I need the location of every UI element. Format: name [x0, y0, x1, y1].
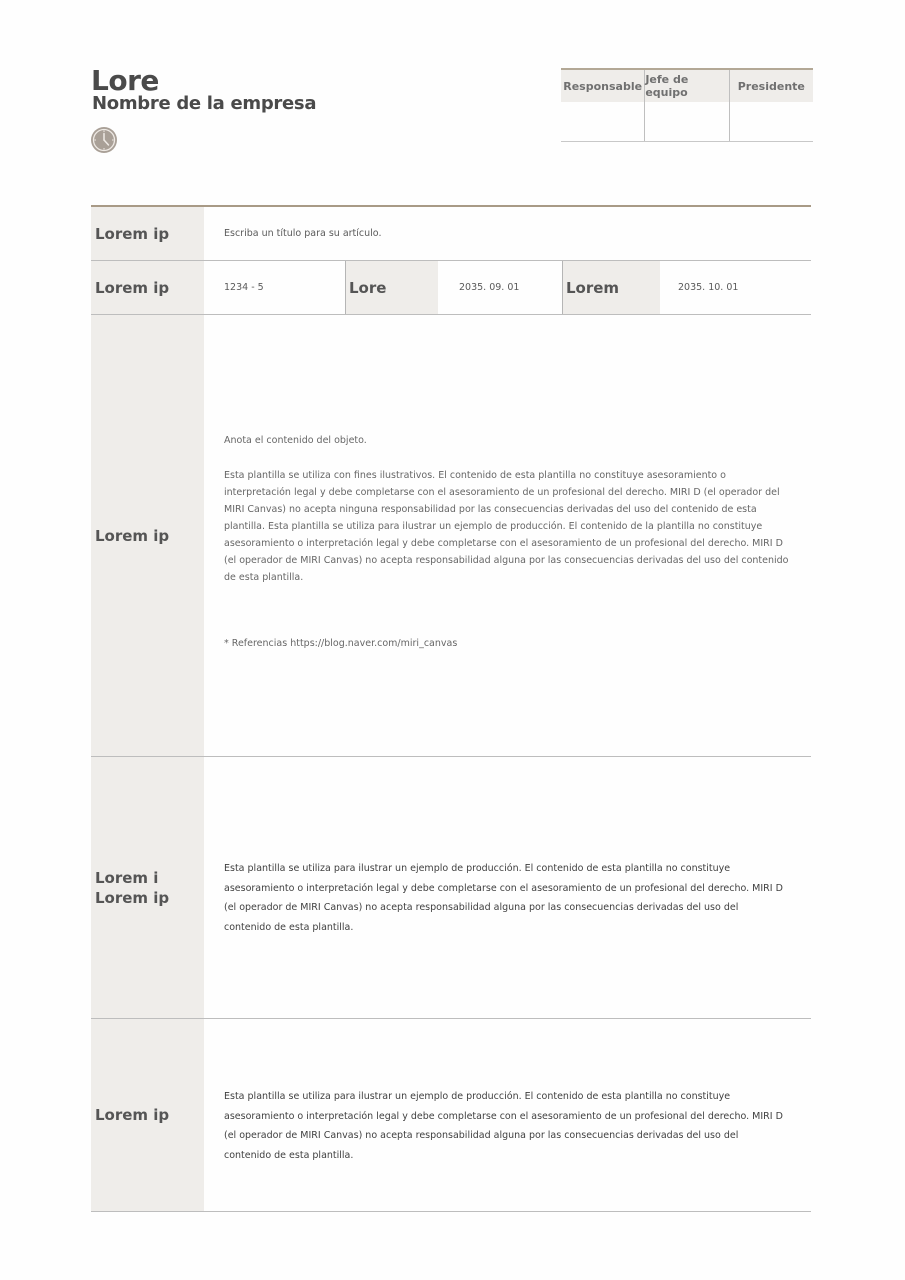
content-note: Anota el contenido del objeto. [224, 435, 367, 446]
approval-column-presidente [729, 70, 813, 141]
signature-field[interactable] [561, 102, 644, 141]
signature-field[interactable] [645, 102, 728, 141]
form-row-meta [91, 261, 811, 315]
approval-header: Jefe de equipo [645, 70, 728, 102]
reference-link[interactable]: * Referencias https://blog.naver.com/miri_canvas [224, 638, 458, 649]
form-row-title [91, 207, 811, 261]
form-row-section-5 [91, 1019, 811, 1212]
approval-column-responsable [561, 70, 644, 141]
start-date-field[interactable]: 2035. 09. 01 [438, 261, 563, 314]
row-label [91, 757, 204, 1018]
sub-label: Lore [346, 261, 438, 314]
section-paragraph: Esta plantilla se utiliza para ilustrar un ejemplo de producción. El contenido de esta plantilla no constituye asesoramiento o interpretación legal y debe completarse con el asesoramiento de un profesional del derecho. MIRI D (el operador de MIRI Canvas) no acepta responsabilidad alguna por las consecuencias derivadas del uso del contenido de esta plantilla. [224, 1091, 783, 1161]
number-field[interactable]: 1234 - 5 [204, 261, 346, 314]
row-label: Lorem ip [91, 261, 204, 314]
row-label: Lorem ip [91, 1019, 204, 1211]
sub-label: Lorem [563, 261, 660, 314]
content-field[interactable] [204, 315, 811, 756]
form-table [91, 205, 811, 1212]
end-date-field[interactable]: 2035. 10. 01 [678, 282, 739, 293]
form-row-section-4 [91, 757, 811, 1019]
section-5-field[interactable] [204, 1019, 811, 1211]
row-label-line: Lorem ip [95, 888, 170, 907]
row-label-line: Lorem i [95, 868, 159, 887]
signature-field[interactable] [730, 102, 813, 141]
form-row-content [91, 315, 811, 757]
clock-icon [90, 126, 118, 154]
company-name: Nombre de la empresa [92, 93, 317, 114]
approval-header: Presidente [730, 70, 813, 102]
row-label: Lorem ip [91, 207, 204, 260]
approval-header: Responsable [561, 70, 644, 102]
approval-table [561, 68, 813, 142]
approval-column-jefe [644, 70, 728, 141]
row-label: Lorem ip [91, 315, 204, 756]
section-paragraph: Esta plantilla se utiliza para ilustrar un ejemplo de producción. El contenido de esta plantilla no constituye asesoramiento o interpretación legal y debe completarse con el asesoramiento de un profesional del derecho. MIRI D (el operador de MIRI Canvas) no acepta responsabilidad alguna por las consecuencias derivadas del uso del contenido de esta plantilla. [224, 863, 783, 933]
title-field[interactable]: Escriba un título para su artículo. [224, 228, 382, 239]
section-4-field[interactable] [204, 757, 811, 1018]
content-paragraph: Esta plantilla se utiliza con fines ilustrativos. El contenido de esta plantilla no constituye asesoramiento o interpretación legal y debe completarse con el asesoramiento de un profesional del derecho. MIRI D (el operador del MIRI Canvas) no acepta ninguna responsabilidad por las consecuencias derivadas del uso del contenido de esta plantilla. Esta plantilla se utiliza para ilustrar un ejemplo de producción. El contenido de la plantilla no constituye asesoramiento o interpretación legal y debe completarse con el asesoramiento de un profesional del derecho. MIRI D (el operador de MIRI Canvas) no acepta responsabilidad alguna por las consecuencias derivadas del uso del contenido de esta plantilla. [224, 470, 789, 583]
page-title: Lore [91, 64, 159, 97]
